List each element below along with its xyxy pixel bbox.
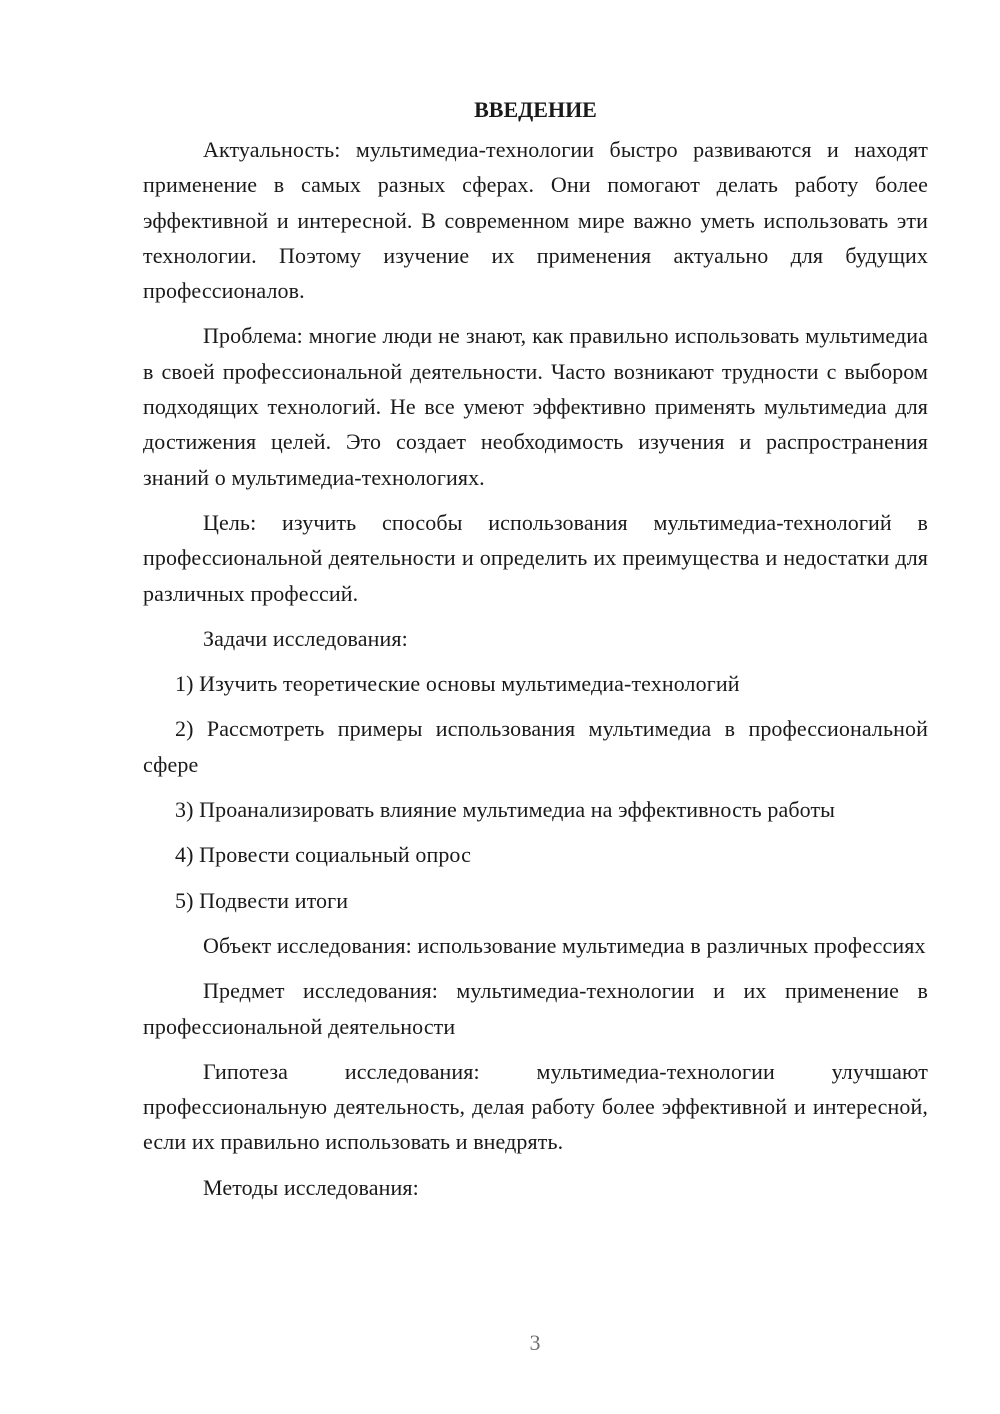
paragraph-hypothesis: Гипотеза исследования: мультимедиа-технологии улучшают профессиональную деятельность, делая работу более эффективной и интересной, если их правильно использовать и внедрять. xyxy=(143,1058,928,1155)
document-page xyxy=(143,92,928,1205)
section-title: ВВЕДЕНИЕ xyxy=(474,97,597,122)
task-item-5: 5) Подвести итоги xyxy=(175,887,349,913)
task-item-1: 1) Изучить теоретические основы мультимедиа-технологий xyxy=(175,671,740,697)
paragraph-problem: Проблема: многие люди не знают, как правильно использовать мультимедиа в своей профессиональной деятельности. Часто возникают трудности с выбором подходящих технологий. Не все умеют эффективно применять мультимедиа для достижения целей. Это создает необходимость изучения и распространения знаний о мультимедиа-технологиях. xyxy=(143,323,928,490)
paragraph-methods: Методы исследования: xyxy=(203,1174,419,1200)
paragraph-object: Объект исследования: использование мультимедиа в различных профессиях xyxy=(203,932,926,958)
paragraph-goal: Цель: изучить способы использования мультимедиа-технологий в профессиональной деятельности и определить их преимущества и недостатки для различных профессий. xyxy=(143,509,928,606)
paragraph-relevance: Актуальность: мультимедиа-технологии быстро развиваются и находят применение в самых разных сферах. Они помогают делать работу более эффективной и интересной. В современном мире важно уметь использовать эти технологии. Поэтому изучение их применения актуально для будущих профессионалов. xyxy=(143,137,928,304)
task-item-3: 3) Проанализировать влияние мультимедиа на эффективность работы xyxy=(175,797,836,823)
page-number: 3 xyxy=(529,1330,541,1355)
task-item-4: 4) Провести социальный опрос xyxy=(175,842,471,868)
paragraph-tasks-heading: Задачи исследования: xyxy=(203,625,408,651)
task-item-2: 2) Рассмотреть примеры использования мультимедиа в профессиональной сфере xyxy=(143,716,928,777)
paragraph-subject: Предмет исследования: мультимедиа-технологии и их применение в профессиональной деятельности xyxy=(143,978,928,1039)
